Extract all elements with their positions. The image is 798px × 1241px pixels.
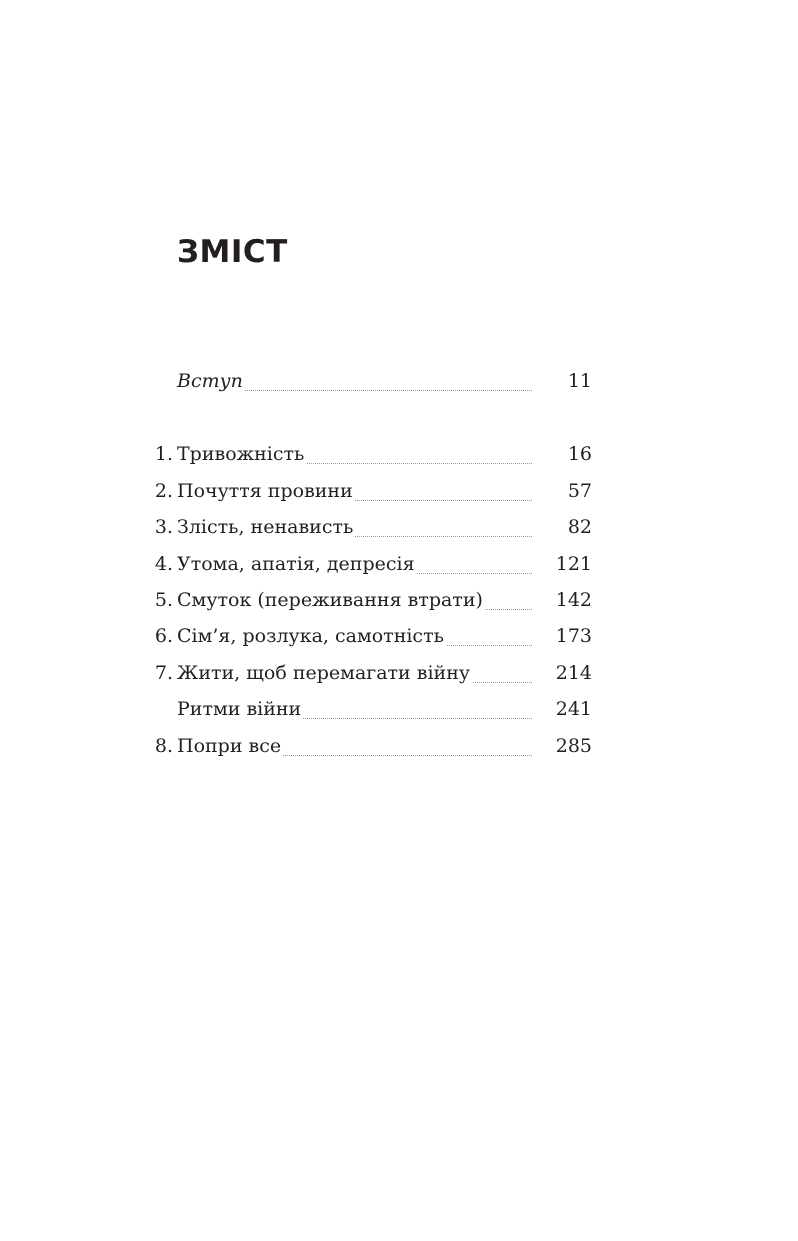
toc-entry-title: Смуток (переживання втрати) <box>177 589 483 611</box>
toc-entry-title: Попри все <box>177 735 282 757</box>
toc-entry-4[interactable] <box>0 553 798 581</box>
toc-entry-title: Сім’я, розлука, самотність <box>177 625 444 647</box>
toc-entry-intro[interactable] <box>0 370 798 398</box>
toc-entry-page: 121 <box>555 553 592 575</box>
toc-entry-page: 57 <box>567 480 592 502</box>
toc-entry-number: 1. <box>154 443 173 465</box>
toc-entry-2[interactable] <box>0 480 798 508</box>
toc-entry-page: 82 <box>567 516 592 538</box>
toc-entry-title: Ритми війни <box>177 698 302 720</box>
page-title: ЗМІСТ <box>177 234 288 270</box>
toc-entry-number: 5. <box>154 589 173 611</box>
toc-entry-7[interactable] <box>0 662 798 690</box>
toc-entry-page: 16 <box>567 443 592 465</box>
toc-entry-title: Злість, ненависть <box>177 516 354 538</box>
toc-entry-8[interactable] <box>0 735 798 763</box>
toc-entry-3[interactable] <box>0 516 798 544</box>
toc-entry-number: 6. <box>154 625 173 647</box>
toc-entry-number: 8. <box>154 735 173 757</box>
toc-entry-title: Почуття провини <box>177 480 353 502</box>
toc-entry-5[interactable] <box>0 589 798 617</box>
toc-entry-title: Утома, апатія, депресія <box>177 553 415 575</box>
toc-entry-number: 7. <box>154 662 173 684</box>
toc-entry-number: 4. <box>154 553 173 575</box>
toc-entry-page: 214 <box>555 662 592 684</box>
toc-entry-6[interactable] <box>0 625 798 653</box>
toc-entry-number: 3. <box>154 516 173 538</box>
toc-entry-title: Жити, щоб перемагати війну <box>177 662 471 684</box>
toc-entry-page: 11 <box>567 370 592 392</box>
toc-entry-page: 241 <box>555 698 592 720</box>
toc-entry-7-sub[interactable] <box>0 698 798 726</box>
toc-entry-title: Вступ <box>177 370 243 392</box>
toc-entry-number: 2. <box>154 480 173 502</box>
toc-entry-title: Тривожність <box>177 443 305 465</box>
toc-entry-page: 285 <box>555 735 592 757</box>
toc-entry-page: 173 <box>555 625 592 647</box>
toc-entry-1[interactable] <box>0 443 798 471</box>
toc-entry-page: 142 <box>555 589 592 611</box>
